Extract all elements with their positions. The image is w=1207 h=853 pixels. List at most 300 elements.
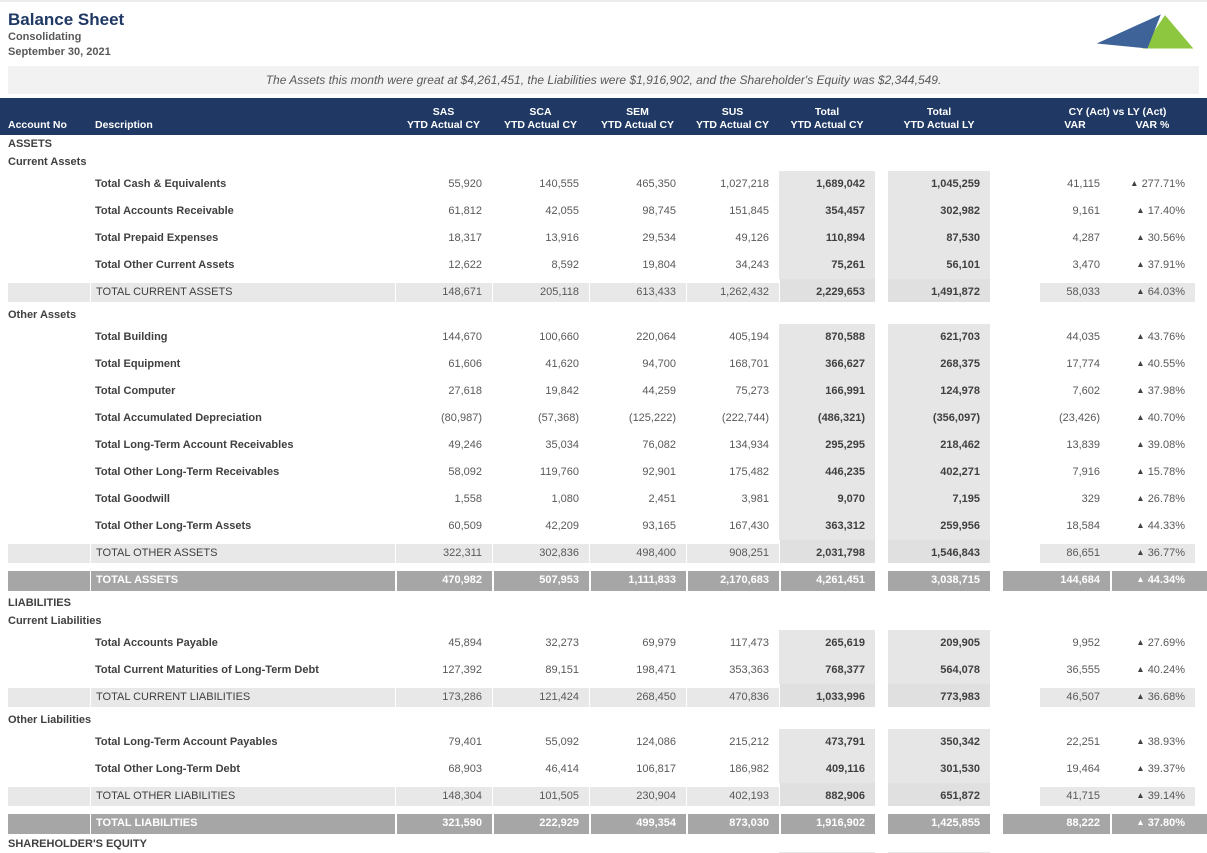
- cell-sus: 175,482: [729, 466, 769, 478]
- cell-sca: 35,034: [545, 439, 579, 451]
- cell-acct: [8, 684, 90, 711]
- cell-sus: 2,170,683: [686, 567, 779, 594]
- cell-sca: 32,273: [545, 637, 579, 649]
- cell-sem: 94,700: [642, 358, 676, 370]
- cell-sus: 1,262,432: [686, 279, 779, 306]
- var-pct-value: 37.98%: [1147, 385, 1185, 397]
- cell-m2: [1195, 171, 1207, 198]
- cell-m1: [0, 324, 8, 351]
- cell-g1: [875, 486, 888, 513]
- section-row-shareholder-s-equity: [0, 837, 1207, 852]
- var-pct-value: 37.91%: [1147, 259, 1185, 271]
- cell-cy: 870,588: [779, 324, 875, 351]
- row-label: Total Other Long-Term Assets: [95, 520, 252, 532]
- col-header-compare: [1040, 98, 1195, 135]
- cell-cy: 110,894: [779, 225, 875, 252]
- cell-var: 19,464: [1066, 763, 1100, 775]
- cell-var-pct: [1110, 252, 1195, 279]
- cell-sas: 27,618: [448, 385, 482, 397]
- cell-var: 13,839: [1066, 439, 1100, 451]
- cell-m2: [1195, 783, 1207, 810]
- cell-sus: 470,836: [686, 684, 779, 711]
- cell-g1: [875, 729, 888, 756]
- row-label: Total Accounts Receivable: [95, 205, 234, 217]
- header-gutter: [875, 98, 888, 135]
- cell-m2: [1195, 405, 1207, 432]
- cell-cy: 446,235: [779, 459, 875, 486]
- cell-m1: [0, 459, 8, 486]
- cell-m2: [1195, 279, 1207, 306]
- cell-ly: (356,097): [888, 405, 990, 432]
- cell-g1: [875, 405, 888, 432]
- table-row-total-building: [0, 324, 1207, 351]
- cell-cy: 166,991: [779, 378, 875, 405]
- col-header-total-ly: Total YTD Actual LY: [903, 106, 975, 131]
- cell-sas: 61,606: [448, 358, 482, 370]
- cell-acct: [8, 513, 90, 540]
- variance-up-icon: ▲: [1136, 232, 1145, 242]
- cell-g2: [990, 567, 1040, 594]
- variance-up-icon: ▲: [1136, 259, 1145, 269]
- cell-sca: 41,620: [545, 358, 579, 370]
- cell-var: (23,426): [1059, 412, 1100, 424]
- cell-sca: 8,592: [551, 259, 579, 271]
- var-pct-value: 38.93%: [1147, 736, 1185, 748]
- table-header-row: [0, 98, 1207, 135]
- col-header-var: VAR: [1064, 119, 1086, 131]
- cell-sca: 140,555: [539, 178, 579, 190]
- cell-acct: [8, 630, 90, 657]
- variance-up-icon: ▲: [1136, 736, 1145, 746]
- cell-g1: [875, 351, 888, 378]
- cell-sem: 93,165: [642, 520, 676, 532]
- cell-ly: 1,491,872: [888, 279, 990, 306]
- cell-acct: [8, 279, 90, 306]
- cell-sca: 302,836: [492, 540, 589, 567]
- cell-var: 36,555: [1066, 664, 1100, 676]
- var-pct-value: 17.40%: [1147, 205, 1185, 217]
- cell-var: 88,222: [1040, 810, 1110, 837]
- cell-sas: 60,509: [448, 520, 482, 532]
- cell-acct: [8, 378, 90, 405]
- variance-up-icon: ▲: [1136, 763, 1145, 773]
- var-pct-value: 44.34%: [1147, 574, 1185, 586]
- cell-g2: [990, 513, 1040, 540]
- cell-m2: [1195, 756, 1207, 783]
- table-row-total-other-long-term-assets: [0, 513, 1207, 540]
- cell-sus: 167,430: [729, 520, 769, 532]
- cell-var: 44,035: [1066, 331, 1100, 343]
- cell-sca: 119,760: [540, 466, 579, 478]
- cell-g2: [990, 378, 1040, 405]
- variance-up-icon: ▲: [1136, 817, 1145, 827]
- cell-ly: 302,982: [888, 198, 990, 225]
- cell-var-pct: [1110, 378, 1195, 405]
- cell-sas: 470,982: [395, 567, 492, 594]
- cell-m1: [0, 432, 8, 459]
- cell-m2: [1195, 378, 1207, 405]
- cell-sus: 117,473: [730, 637, 769, 649]
- var-pct-value: 27.69%: [1147, 637, 1185, 649]
- cell-m1: [0, 405, 8, 432]
- cell-g2: [990, 432, 1040, 459]
- variance-up-icon: ▲: [1136, 286, 1145, 296]
- section-label: Other Liabilities: [8, 714, 92, 726]
- cell-sas: 58,092: [448, 466, 482, 478]
- cell-sca: 42,055: [545, 205, 579, 217]
- cell-var-pct: [1110, 657, 1195, 684]
- table-row-total-accumulated-depreciation: [0, 405, 1207, 432]
- cell-sem: 499,354: [589, 810, 686, 837]
- cell-sem: 106,817: [636, 763, 676, 775]
- col-header-sus: SUS YTD Actual CY: [695, 106, 770, 131]
- cell-acct: [8, 324, 90, 351]
- variance-up-icon: ▲: [1136, 574, 1145, 584]
- cell-var-pct: [1110, 405, 1195, 432]
- header-gutter: [990, 98, 1040, 135]
- row-label: Total Goodwill: [95, 493, 170, 505]
- cell-sas: 1,558: [454, 493, 482, 505]
- col-header-sem: SEM YTD Actual CY: [600, 106, 675, 131]
- var-pct-value: 40.70%: [1147, 412, 1185, 424]
- variance-up-icon: ▲: [1136, 385, 1145, 395]
- col-header-description: Description: [95, 119, 153, 131]
- cell-sca: 55,092: [545, 736, 579, 748]
- cell-acct: [8, 729, 90, 756]
- cell-sca: 101,505: [492, 783, 589, 810]
- cell-var: 17,774: [1066, 358, 1100, 370]
- cell-var-pct: [1110, 756, 1195, 783]
- table-row-total-accounts-receivable: [0, 198, 1207, 225]
- cell-m2: [1195, 684, 1207, 711]
- var-pct-value: 44.33%: [1147, 520, 1185, 532]
- cell-g2: [990, 351, 1040, 378]
- cell-sas: 61,812: [448, 205, 482, 217]
- var-pct-value: 39.14%: [1147, 790, 1185, 802]
- cell-m1: [0, 684, 8, 711]
- cell-sas: 322,311: [395, 540, 492, 567]
- var-pct-value: 43.76%: [1147, 331, 1185, 343]
- cell-var: 18,584: [1066, 520, 1100, 532]
- variance-up-icon: ▲: [1136, 439, 1145, 449]
- cell-sus: 168,701: [729, 358, 769, 370]
- header-right-margin: [1195, 98, 1207, 135]
- cell-g2: [990, 630, 1040, 657]
- cell-m1: [0, 486, 8, 513]
- cell-sem: 76,082: [642, 439, 676, 451]
- summary-bar: [8, 66, 1199, 94]
- cell-g2: [990, 171, 1040, 198]
- section-row-liabilities: [0, 594, 1207, 612]
- table-row-total-long-term-account-payables: [0, 729, 1207, 756]
- cell-var-pct: [1110, 225, 1195, 252]
- cell-sus: 908,251: [686, 540, 779, 567]
- row-label: Total Long-Term Account Receivables: [95, 439, 294, 451]
- section-row-current-liabilities: [0, 612, 1207, 630]
- cell-m2: [1195, 729, 1207, 756]
- table-row-total-long-term-account-receivables: [0, 432, 1207, 459]
- cell-m2: [1195, 432, 1207, 459]
- cell-g1: [875, 810, 888, 837]
- cell-cy: 265,619: [779, 630, 875, 657]
- cell-m1: [0, 378, 8, 405]
- cell-acct: [8, 810, 90, 837]
- cell-var-pct: [1110, 486, 1195, 513]
- var-pct-value: 64.03%: [1147, 286, 1185, 298]
- cell-g2: [990, 810, 1040, 837]
- cell-sus: 75,273: [735, 385, 769, 397]
- cell-var: 329: [1081, 493, 1100, 505]
- table-row-total-other-current-assets: [0, 252, 1207, 279]
- cell-g1: [875, 225, 888, 252]
- cell-sca: (57,368): [538, 412, 579, 424]
- cell-g1: [875, 198, 888, 225]
- cell-cy: 354,457: [779, 198, 875, 225]
- cell-cy: (486,321): [779, 405, 875, 432]
- row-label: TOTAL ASSETS: [90, 567, 395, 594]
- cell-g1: [875, 252, 888, 279]
- cell-ly: 301,530: [888, 756, 990, 783]
- cell-ly: 209,905: [888, 630, 990, 657]
- section-label: Current Assets: [8, 156, 87, 168]
- cell-m1: [0, 171, 8, 198]
- cell-g1: [875, 756, 888, 783]
- table-row-total-current-assets: [0, 279, 1207, 306]
- cell-sus: 151,845: [729, 205, 769, 217]
- row-label: Total Equipment: [95, 358, 181, 370]
- row-label: Total Other Long-Term Receivables: [95, 466, 280, 478]
- cell-acct: [8, 351, 90, 378]
- table-row-total-assets: [0, 567, 1207, 594]
- cell-sca: 89,151: [545, 664, 579, 676]
- cell-sem: 268,450: [589, 684, 686, 711]
- cell-sem: 69,979: [642, 637, 676, 649]
- cell-cy: 295,295: [779, 432, 875, 459]
- cell-ly: 218,462: [888, 432, 990, 459]
- variance-up-icon: ▲: [1136, 493, 1145, 503]
- cell-m1: [0, 810, 8, 837]
- cell-m1: [0, 252, 8, 279]
- variance-up-icon: ▲: [1136, 412, 1145, 422]
- balance-sheet-table: [0, 98, 1207, 853]
- cell-sca: 205,118: [492, 279, 589, 306]
- table-body: [0, 135, 1207, 853]
- cell-sus: 49,126: [735, 232, 769, 244]
- var-pct-value: 277.71%: [1141, 178, 1185, 190]
- row-label: TOTAL LIABILITIES: [90, 810, 395, 837]
- cell-sas: 321,590: [395, 810, 492, 837]
- row-label: Total Building: [95, 331, 168, 343]
- cell-ly: 773,983: [888, 684, 990, 711]
- cell-sas: 144,670: [442, 331, 482, 343]
- row-label: Total Long-Term Account Payables: [95, 736, 278, 748]
- cell-acct: [8, 225, 90, 252]
- section-label: ASSETS: [8, 138, 53, 150]
- cell-sus: 353,363: [729, 664, 769, 676]
- cell-ly: 402,271: [888, 459, 990, 486]
- cell-var: 41,715: [1040, 783, 1110, 810]
- cell-var: 9,161: [1072, 205, 1100, 217]
- variance-up-icon: ▲: [1136, 331, 1145, 341]
- cell-cy: 1,689,042: [779, 171, 875, 198]
- var-pct-value: 26.78%: [1147, 493, 1185, 505]
- cell-g2: [990, 657, 1040, 684]
- cell-sca: 222,929: [492, 810, 589, 837]
- cell-sem: 124,086: [636, 736, 676, 748]
- cell-g2: [990, 279, 1040, 306]
- col-header-account-no: Account No: [8, 119, 67, 131]
- cell-sca: 507,953: [492, 567, 589, 594]
- cell-sas: 173,286: [395, 684, 492, 711]
- cell-var: 22,251: [1066, 736, 1100, 748]
- var-pct-value: 36.68%: [1147, 691, 1185, 703]
- cell-acct: [8, 459, 90, 486]
- cell-g1: [875, 459, 888, 486]
- cell-sus: (222,744): [721, 412, 769, 424]
- cell-acct: [8, 783, 90, 810]
- cell-g2: [990, 729, 1040, 756]
- cell-g2: [990, 405, 1040, 432]
- cell-ly: 564,078: [888, 657, 990, 684]
- cell-sem: 1,111,833: [589, 567, 686, 594]
- header-left-margin: [0, 98, 8, 135]
- cell-m2: [1195, 810, 1207, 837]
- var-pct-value: 40.24%: [1147, 664, 1185, 676]
- cell-ly: 621,703: [888, 324, 990, 351]
- cell-sem: 230,904: [589, 783, 686, 810]
- cell-m2: [1195, 252, 1207, 279]
- variance-up-icon: ▲: [1136, 358, 1145, 368]
- cell-g2: [990, 324, 1040, 351]
- cell-g1: [875, 432, 888, 459]
- cell-acct: [8, 252, 90, 279]
- cell-sem: 98,745: [642, 205, 676, 217]
- cell-g2: [990, 225, 1040, 252]
- cell-m1: [0, 729, 8, 756]
- cell-var: 58,033: [1040, 279, 1110, 306]
- cell-var-pct: [1110, 351, 1195, 378]
- cell-sem: (125,222): [628, 412, 676, 424]
- cell-var-pct: [1110, 810, 1195, 837]
- cell-sas: 148,304: [395, 783, 492, 810]
- table-row-total-other-assets: [0, 540, 1207, 567]
- cell-cy: 363,312: [779, 513, 875, 540]
- row-label: TOTAL OTHER LIABILITIES: [90, 783, 395, 810]
- section-row-other-assets: [0, 306, 1207, 324]
- cell-sem: 92,901: [642, 466, 676, 478]
- cell-sem: 613,433: [589, 279, 686, 306]
- cell-m1: [0, 783, 8, 810]
- cell-g1: [875, 378, 888, 405]
- cell-sas: 148,671: [395, 279, 492, 306]
- variance-up-icon: ▲: [1136, 664, 1145, 674]
- variance-up-icon: ▲: [1136, 547, 1145, 557]
- cell-cy: 1,033,996: [779, 684, 875, 711]
- cell-m1: [0, 540, 8, 567]
- row-label: Total Current Maturities of Long-Term Debt: [95, 664, 319, 676]
- cell-var-pct: [1110, 567, 1195, 594]
- row-label: TOTAL OTHER ASSETS: [90, 540, 395, 567]
- cell-g1: [875, 684, 888, 711]
- cell-acct: [8, 540, 90, 567]
- cell-sem: 29,534: [642, 232, 676, 244]
- row-label: Total Accounts Payable: [95, 637, 218, 649]
- cell-cy: 1,916,902: [779, 810, 875, 837]
- cell-g2: [990, 756, 1040, 783]
- cell-ly: 87,530: [888, 225, 990, 252]
- cell-var-pct: [1110, 324, 1195, 351]
- cell-acct: [8, 432, 90, 459]
- cell-var-pct: [1110, 432, 1195, 459]
- cell-sus: 405,194: [729, 331, 769, 343]
- col-header-total-cy: Total YTD Actual CY: [790, 106, 864, 131]
- cell-var: 9,952: [1072, 637, 1100, 649]
- cell-g1: [875, 657, 888, 684]
- cell-sas: (80,987): [441, 412, 482, 424]
- cell-sca: 13,916: [545, 232, 579, 244]
- cell-sus: 34,243: [735, 259, 769, 271]
- report-entity: Consolidating: [8, 31, 82, 43]
- cell-sca: 42,209: [545, 520, 579, 532]
- row-label: Total Accumulated Depreciation: [95, 412, 262, 424]
- cell-sem: 198,471: [636, 664, 676, 676]
- cell-sem: 220,064: [636, 331, 676, 343]
- row-label: Total Computer: [95, 385, 176, 397]
- cell-ly: 124,978: [888, 378, 990, 405]
- cell-acct: [8, 486, 90, 513]
- cell-sem: 44,259: [642, 385, 676, 397]
- var-pct-value: 40.55%: [1147, 358, 1185, 370]
- table-row-total-current-maturities-of-long-term-debt: [0, 657, 1207, 684]
- row-label: Total Other Long-Term Debt: [95, 763, 241, 775]
- row-label: TOTAL CURRENT LIABILITIES: [90, 684, 395, 711]
- cell-cy: 768,377: [779, 657, 875, 684]
- cell-sus: 873,030: [686, 810, 779, 837]
- section-row-assets: [0, 135, 1207, 153]
- cell-sca: 46,414: [545, 763, 579, 775]
- variance-up-icon: ▲: [1136, 637, 1145, 647]
- page-title: Balance Sheet: [8, 10, 125, 29]
- cell-cy: 366,627: [779, 351, 875, 378]
- table-row-total-cash-equivalents: [0, 171, 1207, 198]
- cell-m1: [0, 756, 8, 783]
- cell-sus: 1,027,218: [720, 178, 769, 190]
- row-label: Total Cash & Equivalents: [95, 178, 227, 190]
- var-pct-value: 39.08%: [1147, 439, 1185, 451]
- cell-ly: 1,425,855: [888, 810, 990, 837]
- variance-up-icon: ▲: [1136, 790, 1145, 800]
- section-label: LIABILITIES: [8, 597, 71, 609]
- variance-up-icon: ▲: [1136, 466, 1145, 476]
- cell-cy: 9,070: [779, 486, 875, 513]
- cell-sas: 45,894: [448, 637, 482, 649]
- cell-g2: [990, 540, 1040, 567]
- report-date: September 30, 2021: [8, 46, 111, 58]
- section-row-current-assets: [0, 153, 1207, 171]
- cell-m1: [0, 351, 8, 378]
- cell-var-pct: [1110, 540, 1195, 567]
- var-pct-value: 36.77%: [1147, 547, 1185, 559]
- cell-g1: [875, 783, 888, 810]
- cell-m2: [1195, 459, 1207, 486]
- cell-var-pct: [1110, 783, 1195, 810]
- cell-g1: [875, 279, 888, 306]
- cell-m2: [1195, 324, 1207, 351]
- cell-g2: [990, 198, 1040, 225]
- cell-cy: 882,906: [779, 783, 875, 810]
- cell-var: 41,115: [1067, 178, 1100, 190]
- cell-g1: [875, 630, 888, 657]
